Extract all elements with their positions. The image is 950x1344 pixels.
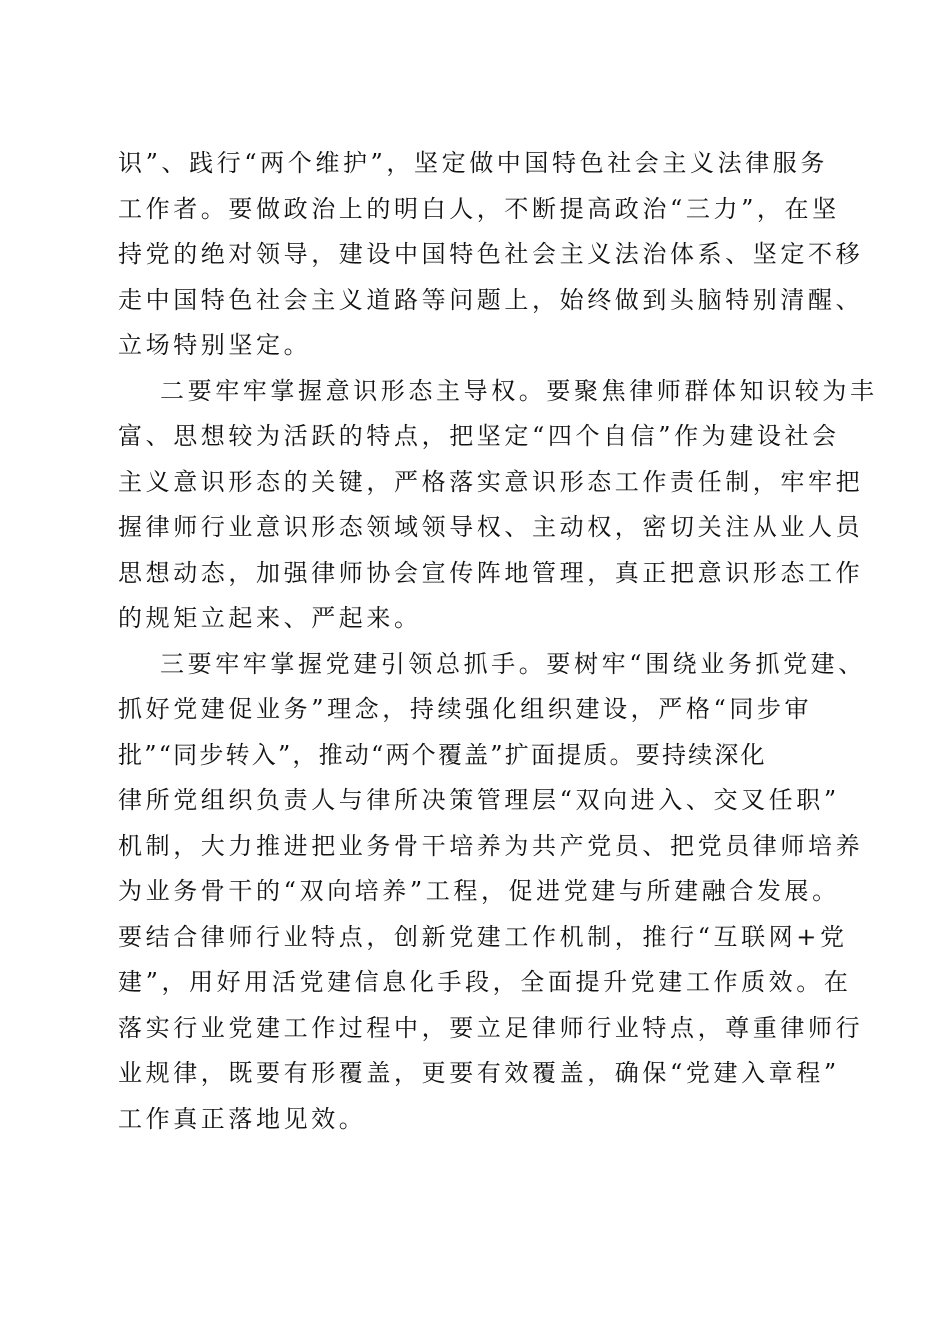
text-line: 落实行业党建工作过程中，要立足律师行业特点，尊重律师行 <box>118 1013 864 1042</box>
text-line: 工作真正落地见效。 <box>118 1104 367 1133</box>
text-line: 为业务骨干的“双向培养”工程，促进党建与所建融合发展。 <box>118 877 840 905</box>
text-line: 抓好党建促业务”理念，持续强化组织建设，严格“同步审 <box>118 695 813 723</box>
text-line: 二要牢牢掌握意识形态主导权。要聚焦律师群体知识较为丰 <box>160 376 878 405</box>
text-line: 立场特别坚定。 <box>118 331 312 359</box>
text-line: 握律师行业意识形态领域领导权、主动权，密切关注从业人员 <box>118 513 864 541</box>
text-line: 建”，用好用活党建信息化手段，全面提升党建工作质效。在 <box>118 968 852 996</box>
text-line: 主义意识形态的关键，严格落实意识形态工作责任制，牢牢把 <box>118 467 864 496</box>
text-line: 走中国特色社会主义道路等问题上，始终做到头脑特别清醒、 <box>118 285 864 314</box>
text-line: 业规律，既要有形覆盖，更要有效覆盖，确保“党建入章程” <box>118 1059 840 1087</box>
text-line: 工作者。要做政治上的明白人，不断提高政治“三力”，在坚 <box>118 194 840 223</box>
text-line: 持党的绝对领导，建设中国特色社会主义法治体系、坚定不移 <box>118 240 864 268</box>
text-line: 要结合律师行业特点，创新党建工作机制，推行“互联网+党 <box>118 922 848 951</box>
text-line: 三要牢牢掌握党建引领总抓手。要树牢“围绕业务抓党建、 <box>160 649 866 678</box>
text-line: 思想动态，加强律师协会宣传阵地管理，真正把意识形态工作 <box>118 558 864 587</box>
paragraph-3 <box>118 642 866 1143</box>
text-line: 的规矩立起来、严起来。 <box>118 604 422 632</box>
text-line: 识”、践行“两个维护”，坚定做中国特色社会主义法律服务 <box>118 149 829 177</box>
paragraph-1 <box>118 141 864 369</box>
text-line: 批”“同步转入”，推动“两个覆盖”扩面提质。要持续深化 <box>118 740 767 769</box>
document-body <box>118 141 878 1142</box>
paragraph-2 <box>118 369 878 642</box>
text-line: 富、思想较为活跃的特点，把坚定“四个自信”作为建设社会 <box>118 422 840 450</box>
text-line: 律所党组织负责人与律所决策管理层“双向进入、交叉任职” <box>118 786 840 814</box>
text-line: 机制，大力推进把业务骨干培养为共产党员、把党员律师培养 <box>118 831 864 860</box>
